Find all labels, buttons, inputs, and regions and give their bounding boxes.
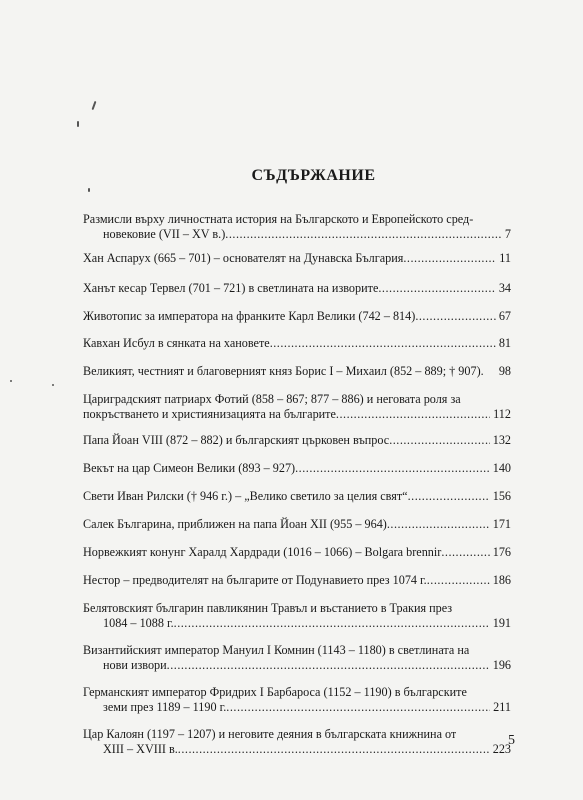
toc-entry-title-continued: 1084 – 1088 г. [103,616,174,630]
toc-entry-page: 112 [493,407,511,421]
toc-entry-page: 156 [492,489,511,503]
scan-speck [10,380,12,382]
dot-leader [415,309,496,324]
toc-entry[interactable] [83,643,511,673]
dot-leader [336,407,490,422]
page-number: 5 [508,733,515,748]
toc-entry[interactable] [83,212,511,242]
toc-entry-title: Свети Иван Рилски († 946 г.) – „Велико светило за целия свят“ [83,489,408,503]
dot-leader [174,616,490,631]
toc-entry-title: Цар Калоян (1197 – 1207) и неговите деяния в българската книжнина от [83,727,457,741]
dot-leader [408,489,490,504]
scan-speck [88,188,90,192]
toc-entry[interactable] [83,309,511,324]
toc-entry-title-continued: покръстването и християнизацията на българите [83,407,336,421]
toc-entry-title: Нестор – предводителят на българите от Подунавието през 1074 г. [83,573,427,587]
scan-speck [77,121,79,127]
dot-leader [295,461,490,476]
toc-entry-title: Ханът кесар Тервел (701 – 721) в светлината на изворите [83,281,379,295]
toc-entry[interactable] [83,281,511,296]
dot-leader [270,336,496,351]
toc-entry-page: 171 [492,517,511,531]
toc-entry[interactable] [83,601,511,631]
scan-speck [52,384,54,386]
toc-entry[interactable] [83,336,511,351]
toc-entry[interactable] [83,685,511,715]
toc-entry-page: 211 [493,700,511,714]
toc-entry-page: 34 [498,281,511,295]
toc-entry-title: Кавхан Исбул в сянката на хановете [83,336,270,350]
toc-entry[interactable] [83,251,511,266]
toc-entry-title: Векът на цар Симеон Велики (893 – 927) [83,461,296,475]
toc-entry-title: Белятовският българин павликянин Травъл и въстанието в Тракия през [83,601,453,615]
toc-entry-title: Животопис за императора на франките Карл Велики (742 – 814) [83,309,416,323]
toc-entry-page: 191 [492,616,511,630]
toc-entry[interactable] [83,433,511,448]
toc-entry-title-continued: новековие (VII – XV в.) [103,227,226,241]
toc-entry-title-continued: нови извори [103,658,167,672]
toc-entry-page: 7 [504,227,511,241]
toc-entry[interactable] [83,517,511,532]
toc-entry[interactable] [83,545,511,560]
toc-entry-title-continued: земи през 1189 – 1190 г. [103,700,227,714]
toc-entry[interactable] [83,392,511,422]
dot-leader [378,281,495,296]
dot-leader [167,658,490,673]
toc-entry-title: Папа Йоан VIII (872 – 882) и българският църковен въпрос [83,433,390,447]
dot-leader [389,433,490,448]
toc-entry[interactable] [83,573,511,588]
toc-entry[interactable] [83,727,511,757]
toc-entry-page: 223 [492,742,511,756]
dot-leader [387,517,490,532]
toc-entry-title-continued: XIII – XVIII в. [103,742,178,756]
toc-entry-page: 81 [498,336,511,350]
toc-entry[interactable] [83,364,511,379]
toc-entry-title: Салек Българина, приближен на папа Йоан XII (955 – 964) [83,517,387,531]
toc-entry-title: Норвежкият конунг Харалд Хардради (1016 – 1066) – Bolgara brennir [83,545,442,559]
toc-entry-title: Цариградският патриарх Фотий (858 – 867; 877 – 886) и неговата роля за [83,392,461,406]
toc-entry[interactable] [83,489,511,504]
dot-leader [225,227,502,242]
dot-leader [441,545,489,560]
scan-speck [92,101,97,110]
toc-entry-page: 176 [492,545,511,559]
toc-entry-page: 98 [498,364,511,378]
toc-entry-page: 67 [498,309,511,323]
toc-entry-page: 132 [492,433,511,447]
toc-entry-title: Размисли върху личностната история на Българското и Европейското сред- [83,212,474,226]
toc-entry-page: 140 [492,461,511,475]
toc-entry-title: Хан Аспарух (665 – 701) – основателят на Дунавска България [83,251,404,265]
toc-entry-title: Великият, честният и благоверният княз Борис I – Михаил (852 – 889; † 907). [83,364,484,378]
toc-entry-page: 196 [492,658,511,672]
toc-entry[interactable] [83,461,511,476]
dot-leader [427,573,490,588]
dot-leader [403,251,496,266]
toc-entry-page: 186 [492,573,511,587]
dot-leader [226,700,490,715]
toc-entry-page: 11 [499,251,511,265]
toc-entry-title: Византийският император Мануил I Комнин (1143 – 1180) в светлината на [83,643,470,657]
toc-title: СЪДЪРЖАНИЕ [251,167,376,184]
toc-entry-title: Германският император Фридрих I Барбароса (1152 – 1190) в българските [83,685,467,699]
dot-leader [178,742,490,757]
